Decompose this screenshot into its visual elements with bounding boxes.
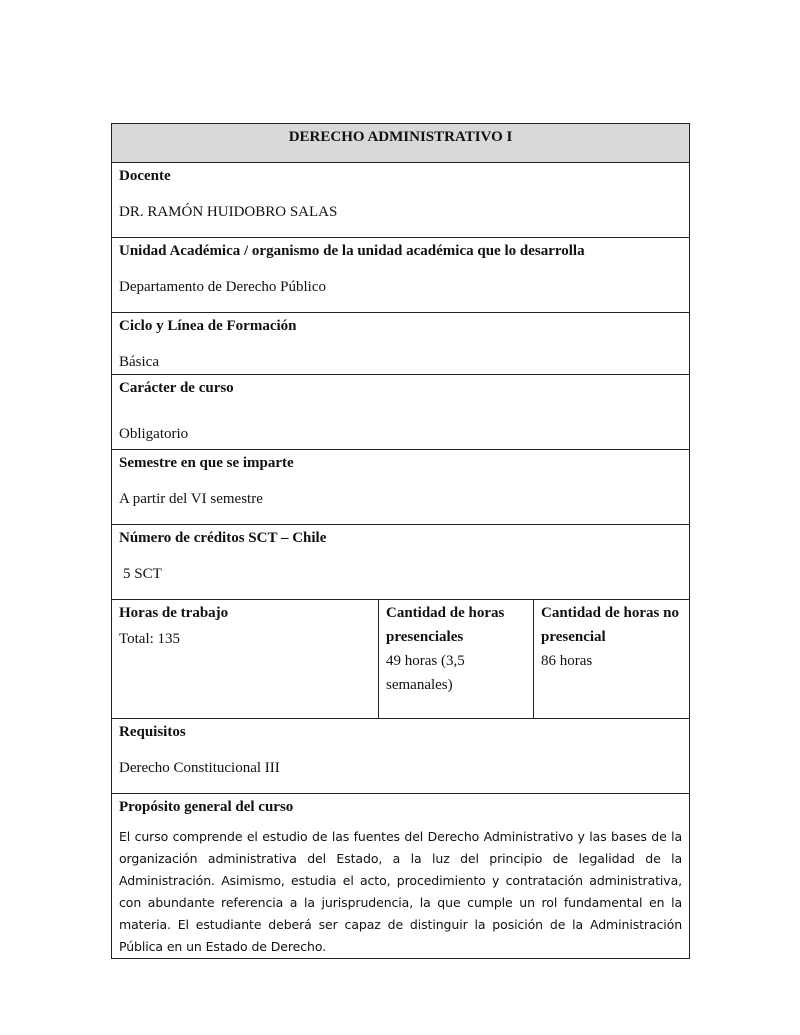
semestre-cell xyxy=(112,450,690,525)
creditos-row xyxy=(112,525,690,600)
horas-no-presencial-value: 86 horas xyxy=(541,653,593,669)
horas-trabajo-label: Horas de trabajo xyxy=(119,605,229,621)
creditos-value: 5 SCT xyxy=(123,566,162,582)
horas-row xyxy=(112,600,690,719)
proposito-cell xyxy=(112,794,690,959)
unidad-label: Unidad Académica / organismo de la unidad académica que lo desarrolla xyxy=(119,243,585,259)
caracter-cell xyxy=(112,375,690,450)
proposito-label: Propósito general del curso xyxy=(119,799,294,815)
requisitos-cell xyxy=(112,719,690,794)
caracter-value: Obligatorio xyxy=(119,426,189,442)
title-row xyxy=(112,124,690,163)
unidad-value: Departamento de Derecho Público xyxy=(119,279,327,295)
docente-cell xyxy=(112,163,690,238)
ciclo-value: Básica xyxy=(119,354,159,370)
horas-trabajo-value: Total: 135 xyxy=(119,631,181,647)
ciclo-row xyxy=(112,313,690,375)
caracter-row xyxy=(112,375,690,450)
requisitos-row xyxy=(112,719,690,794)
horas-presenciales-cell xyxy=(379,600,534,719)
horas-no-presencial-cell xyxy=(534,600,690,719)
horas-no-presencial-label: Cantidad de horas no presencial xyxy=(541,605,679,645)
ciclo-label: Ciclo y Línea de Formación xyxy=(119,318,297,334)
docente-row xyxy=(112,163,690,238)
proposito-text: El curso comprende el estudio de las fuentes del Derecho Administrativo y las bases de la organización administrativa del Estado, a la luz del principio de legalidad de la Administración. Asimismo, estudia el acto, procedimiento y contratación administrativa, con abundante referencia a la jurisprudencia, la que cumple un rol fundamental en la materia. El estudiante deberá ser capaz de distinguir la posición de la Administración Pública en un Estado de Derecho. xyxy=(119,829,683,954)
horas-presenciales-value: 49 horas (3,5 semanales) xyxy=(386,653,465,693)
creditos-label: Número de créditos SCT – Chile xyxy=(119,530,327,546)
docente-value: DR. RAMÓN HUIDOBRO SALAS xyxy=(119,204,338,220)
semestre-row xyxy=(112,450,690,525)
semestre-label: Semestre en que se imparte xyxy=(119,455,294,471)
horas-trabajo-cell xyxy=(112,600,379,719)
caracter-label: Carácter de curso xyxy=(119,380,234,396)
unidad-row xyxy=(112,238,690,313)
ciclo-cell xyxy=(112,313,690,375)
proposito-row xyxy=(112,794,690,959)
course-program-table xyxy=(111,123,690,959)
course-title-cell xyxy=(112,124,690,163)
semestre-value: A partir del VI semestre xyxy=(119,491,263,507)
docente-label: Docente xyxy=(119,168,171,184)
requisitos-label: Requisitos xyxy=(119,724,186,740)
course-title: DERECHO ADMINISTRATIVO I xyxy=(288,129,513,145)
unidad-cell xyxy=(112,238,690,313)
horas-presenciales-label: Cantidad de horas presenciales xyxy=(386,605,505,645)
requisitos-value: Derecho Constitucional III xyxy=(119,760,280,776)
creditos-cell xyxy=(112,525,690,600)
